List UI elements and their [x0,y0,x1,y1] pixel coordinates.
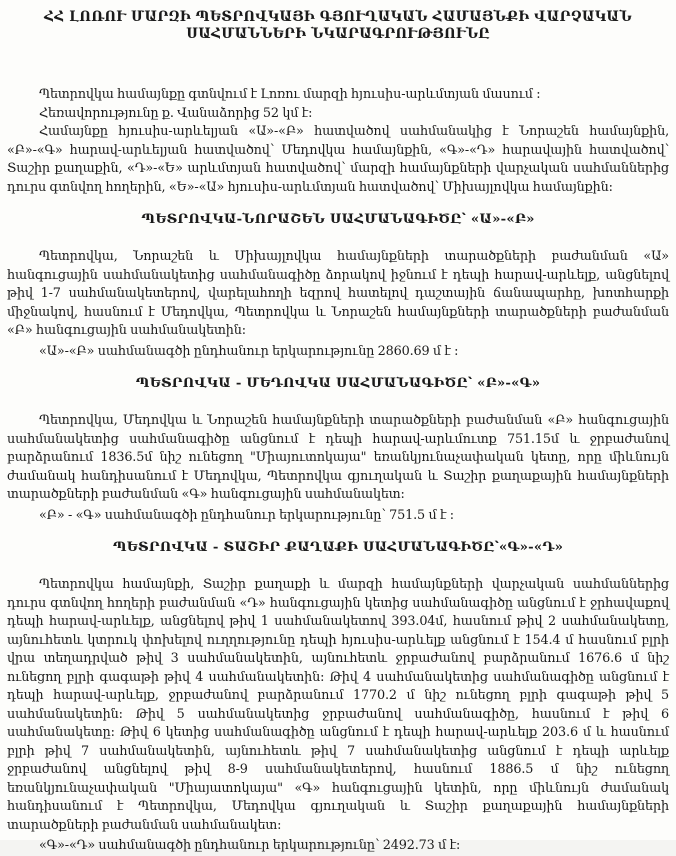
section-body-petrovka-tashir: Պետրովկա համայնքի, Տաշիր քաղաքի և մարզի համայնքների վարչական սահմաններից դուրս գտնվող հողերի բաժանման «Դ» հանգուցային կետից սահմանագիծը անցնում է ջրհավաքով դեպի հարավ-արևելք, անցնելով թիվ 1 սահմանակետով 393.04մ, հասնում թիվ 2 սահմանակետը, այնուհետև կտրուկ փոխելով ուղղությունը դեպի հյուսիս-արևելք անցնում է 154.4 մ հասնում բլրի վրա տեղադրված թիվ 3 սահմանակետին, այնուհետև ջրբաժանով բարձրանում 1676.6 մ նիշ ունեցող բլրի գագաթի թիվ 4 սահմանակետին: Թիվ 4 սահմանակետից սահմանագիծը անցնում է դեպի հարավ-արևելք, ջրբաժանով բարձրանում 1770.2 մ նիշ ունեցող բլրի գագաթի թիվ 5 սահմանակետին: Թիվ 5 սահմանակետից ջրբաժանով սահմանագիծը, հասնում է թիվ 6 սահմանակետը: Թիվ 6 կետից սահմանագիծը անցնում է դեպի հարավ-արևելք 203.6 մ և հասնում բլրի թիվ 7 սահմանակետին, այնուհետև թիվ 7 սահմանակետից անցնում է դեպի արևելք ջրբաժանով անցնելով թիվ 8-9 սահմանակետերով, հասնում 1886.5 մ նիշ ունեցող եռանկյունաչափական "Միայատոկայա" «Գ» հանգուցային կետին, որը միևնույն ժամանակ հանդիսանում է Պետրովկա, Մեդովկա գյուղական և Տաշիր քաղաքային համայնքների տարածքների բաժանման սահմանակետ: [7,577,669,833]
document-title-line1: ՀՀ ԼՈՌՈՒ ՄԱՐԶԻ ՊԵՏՐՈՎԿԱՅԻ ԳՅՈՒՂԱԿԱՆ ՀԱՄԱՅՆՔԻ ՎԱՐՉԱԿԱՆ [44,9,632,25]
section-length-petrovka-tashir: «Գ»-«Դ» սահմանագծի ընդհանուր երկարությունը՝ 2492.73 մ է: [39,838,461,853]
intro-block [7,86,669,197]
section-heading-petrovka-medovka: ՊԵՏՐՈՎԿԱ - ՄԵԴՈՎԿԱ ՍԱՀՄԱՆԱԳԻԾԸ՝ «Բ»-«Գ» [135,376,541,391]
section-heading-petrovka-tashir: ՊԵՏՐՈՎԿԱ - ՏԱՇԻՐ ՔԱՂԱՔԻ ՍԱՀՄԱՆԱԳԻԾԸ՝«Գ»-«Դ» [112,540,564,555]
intro-paragraph-neighbors: Համայնքը հյուսիս-արևելյան «Ա»-«Բ» հատվածով սահմանակից է Նորաշեն համայնքին, «Բ»-«Գ» հարավ-արևելյան հատվածով՝ Մեդովկա համայնքին, «Գ»-«Դ» հարավային հատվածով՝ Տաշիր քաղաքին, «Դ»-«Ե» արևմտյան հատվածով՝ մարզի համայնքների վարչական սահմաններից դուրս գտնվող հողերին, «Ե»-«Ա» հյուսիս-արևմտյան հատվածով՝ Միխայլովկա համայնքին: [7,124,669,195]
section-petrovka-medovka [7,375,669,525]
section-body-petrovka-norashen: Պետրովկա, Նորաշեն և Միխայլովկա համայնքների տարածքների բաժանման «Ա» հանգուցային սահմանակետից սահմանագիծը ձորակով իջնում է դեպի հարավ-արևելք, անցնելով թիվ 1-7 սահմանակետերով, վարելահողի եզրով հատելով դաշտային ճանապարհը, խոտհարքի միջնակով, հասնում է Մեդովկա, Պետրովկա և Նորաշեն համայնքների տարածքների բաժանման «Բ» հանգուցային սահմանակետին: [7,249,669,338]
section-length-petrovka-norashen: «Ա»-«Բ» սահմանագծի ընդհանուր երկարությունը 2860.69 մ է : [39,343,459,359]
document-title [7,9,669,42]
section-heading-petrovka-norashen: ՊԵՏՐՈՎԿԱ-ՆՈՐԱՇԵՆ ՍԱՀՄԱՆԱԳԻԾԸ՝ «Ա»-«Բ» [141,212,535,227]
section-petrovka-tashir [7,539,669,856]
intro-paragraph-location: Պետրովկա համայնքը գտնվում է Լոռու մարզի հյուսիս-արևմտյան մասում : [39,87,541,102]
document-title-line2: ՍԱՀՄԱՆՆԵՐԻ ՆԿԱՐԱԳՐՈՒԹՅՈՒՆԸ [186,25,490,42]
section-body-petrovka-medovka: Պետրովկա, Մեդովկա և Նորաշեն համայնքների տարածքների բաժանման «Բ» հանգուցային սահմանակետից սահմանագիծը անցնում է դեպի հարավ-արևմուտք 751.15մ և ջրբաժանով բարձրանում 1836.5մ նիշ ունեցող "Միայուտոկայա" եռանկյունաչափական կետը, որը միևնույն ժամանակ հանդիսանում է Մեդովկա, Պետրովկա գյուղական և Տաշիր քաղաքային համայնքների տարածքների բաժանման «Գ» հանգուցային սահմանակետ: [7,413,669,502]
section-length-petrovka-medovka: «Բ» - «Գ» սահմանագծի ընդհանուր երկարությունը՝ 751.5 մ է : [39,507,454,523]
section-petrovka-norashen [7,211,669,361]
intro-paragraph-distance: Հեռավորությունը ք. Վանաձորից 52 կմ է: [39,105,313,121]
